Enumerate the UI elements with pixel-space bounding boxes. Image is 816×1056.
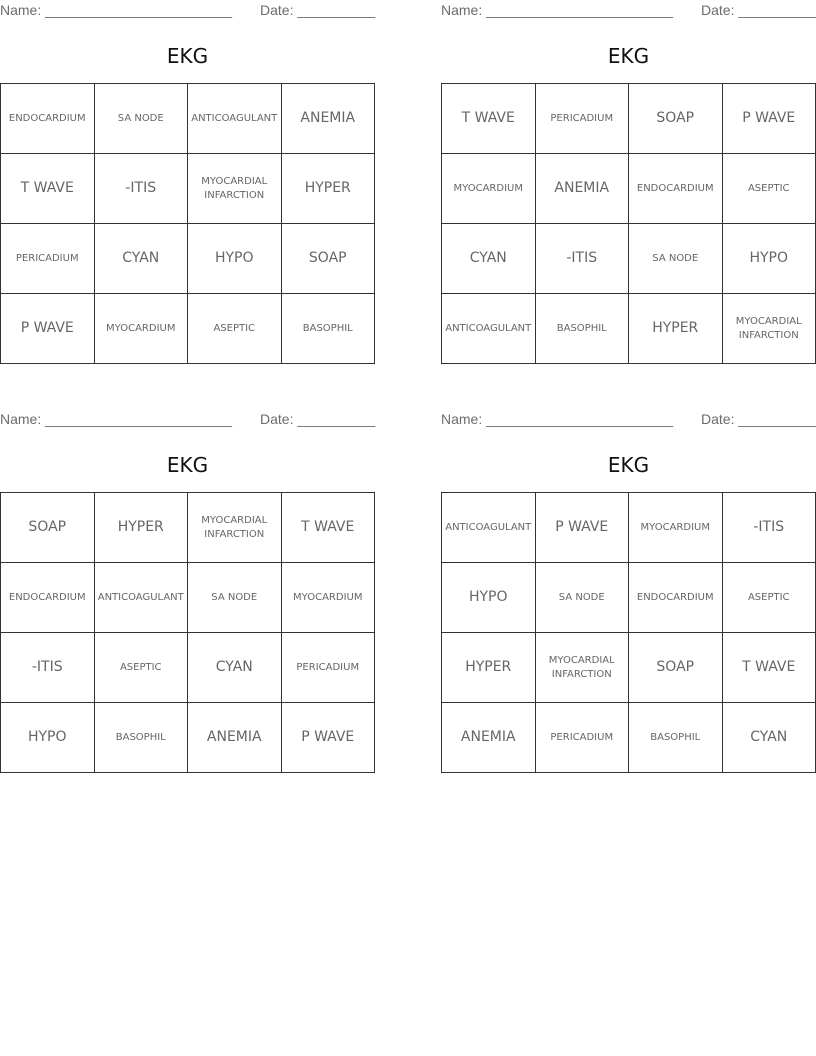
bingo-cell: ANEMIA xyxy=(442,703,536,773)
bingo-cell: ASEPTIC xyxy=(723,563,816,633)
bingo-cell: T WAVE xyxy=(1,154,95,224)
date-field: Date: __________ xyxy=(260,2,376,18)
bingo-cell: SOAP xyxy=(629,84,723,154)
name-field: Name: ________________________ xyxy=(441,2,673,18)
name-field: Name: ________________________ xyxy=(0,411,232,427)
date-field: Date: __________ xyxy=(701,411,816,427)
bingo-cell: PERICADIUM xyxy=(536,703,630,773)
bingo-cell: CYAN xyxy=(188,633,282,703)
bingo-cell: T WAVE xyxy=(723,633,816,703)
bingo-grid xyxy=(0,492,375,773)
bingo-cell: ANEMIA xyxy=(282,84,376,154)
card-title: EKG xyxy=(607,453,650,477)
bingo-cell: HYPER xyxy=(95,493,189,563)
bingo-card-2 xyxy=(441,0,816,372)
bingo-cell: PERICADIUM xyxy=(536,84,630,154)
bingo-cell: HYPO xyxy=(723,224,816,294)
bingo-cell: ANTICOAGULANT xyxy=(95,563,189,633)
bingo-cell: ENDOCARDIUM xyxy=(629,154,723,224)
card-title: EKG xyxy=(166,44,209,68)
bingo-cell: T WAVE xyxy=(442,84,536,154)
date-field: Date: __________ xyxy=(260,411,376,427)
bingo-cell: ANTICOAGULANT xyxy=(442,294,536,364)
bingo-cell: ASEPTIC xyxy=(95,633,189,703)
bingo-cell: -ITIS xyxy=(1,633,95,703)
bingo-cell: HYPER xyxy=(442,633,536,703)
bingo-cell: MYOCARDIAL INFARCTION xyxy=(723,294,816,364)
bingo-cell: SOAP xyxy=(629,633,723,703)
bingo-cell: BASOPHIL xyxy=(629,703,723,773)
bingo-cell: BASOPHIL xyxy=(282,294,376,364)
bingo-cell: CYAN xyxy=(95,224,189,294)
card-title: EKG xyxy=(607,44,650,68)
bingo-cell: HYPO xyxy=(1,703,95,773)
bingo-cell: HYPER xyxy=(629,294,723,364)
bingo-cell: P WAVE xyxy=(282,703,376,773)
bingo-cell: PERICADIUM xyxy=(282,633,376,703)
bingo-cell: ANEMIA xyxy=(536,154,630,224)
bingo-cell: HYPO xyxy=(442,563,536,633)
card-title: EKG xyxy=(166,453,209,477)
bingo-card-4 xyxy=(441,409,816,781)
bingo-cell: ASEPTIC xyxy=(188,294,282,364)
bingo-card-3 xyxy=(0,409,375,781)
bingo-cell: ENDOCARDIUM xyxy=(1,563,95,633)
bingo-cell: MYOCARDIUM xyxy=(282,563,376,633)
bingo-cell: SA NODE xyxy=(188,563,282,633)
bingo-cell: MYOCARDIUM xyxy=(442,154,536,224)
bingo-cell: SA NODE xyxy=(629,224,723,294)
bingo-cell: CYAN xyxy=(723,703,816,773)
bingo-cell: MYOCARDIUM xyxy=(629,493,723,563)
bingo-grid xyxy=(0,83,375,364)
bingo-cell: P WAVE xyxy=(1,294,95,364)
bingo-cell: MYOCARDIAL INFARCTION xyxy=(188,493,282,563)
name-field: Name: ________________________ xyxy=(441,411,673,427)
bingo-cell: T WAVE xyxy=(282,493,376,563)
bingo-grid xyxy=(441,83,816,364)
bingo-cell: ANEMIA xyxy=(188,703,282,773)
bingo-cell: ANTICOAGULANT xyxy=(442,493,536,563)
bingo-cell: PERICADIUM xyxy=(1,224,95,294)
bingo-cell: P WAVE xyxy=(536,493,630,563)
bingo-cell: CYAN xyxy=(442,224,536,294)
bingo-cell: HYPO xyxy=(188,224,282,294)
bingo-cell: ASEPTIC xyxy=(723,154,816,224)
name-field: Name: ________________________ xyxy=(0,2,232,18)
bingo-cell: MYOCARDIAL INFARCTION xyxy=(188,154,282,224)
bingo-cell: -ITIS xyxy=(723,493,816,563)
bingo-grid xyxy=(441,492,816,773)
bingo-cell: -ITIS xyxy=(536,224,630,294)
bingo-cell: HYPER xyxy=(282,154,376,224)
date-field: Date: __________ xyxy=(701,2,816,18)
bingo-cell: MYOCARDIAL INFARCTION xyxy=(536,633,630,703)
bingo-cell: -ITIS xyxy=(95,154,189,224)
bingo-cell: BASOPHIL xyxy=(95,703,189,773)
bingo-cell: SOAP xyxy=(282,224,376,294)
bingo-card-1 xyxy=(0,0,375,372)
bingo-cell: SOAP xyxy=(1,493,95,563)
bingo-cell: P WAVE xyxy=(723,84,816,154)
bingo-cell: SA NODE xyxy=(536,563,630,633)
bingo-cell: ENDOCARDIUM xyxy=(1,84,95,154)
bingo-cell: ANTICOAGULANT xyxy=(188,84,282,154)
bingo-cell: MYOCARDIUM xyxy=(95,294,189,364)
bingo-cell: BASOPHIL xyxy=(536,294,630,364)
bingo-cell: ENDOCARDIUM xyxy=(629,563,723,633)
bingo-cell: SA NODE xyxy=(95,84,189,154)
